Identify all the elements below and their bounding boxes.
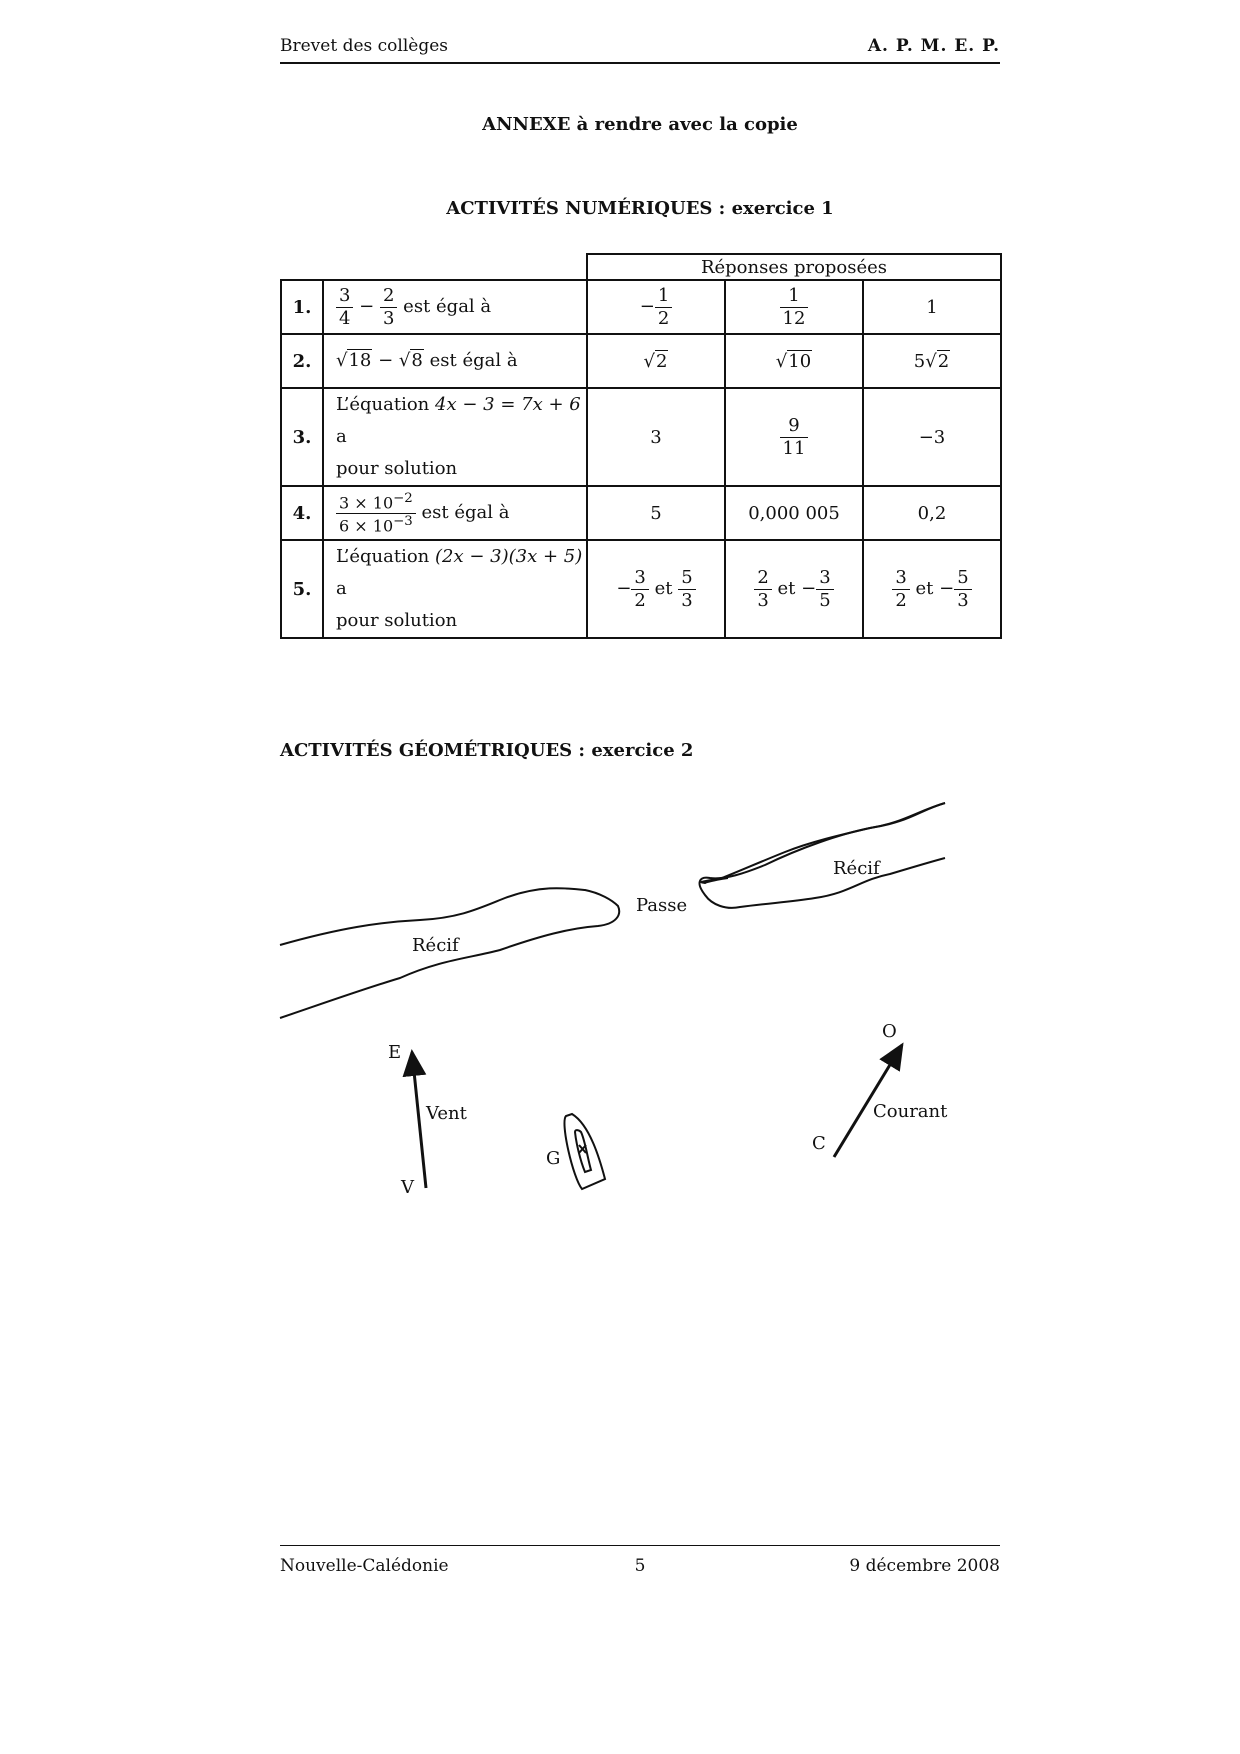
row-number: 1. xyxy=(281,280,323,334)
header-left: Brevet des collèges xyxy=(280,36,449,56)
answer-cell: − $\frac{3}{2}$ et $\frac{5}{3}$ xyxy=(587,540,725,638)
label-courant: Courant xyxy=(873,1101,948,1122)
label-recif-right: Récif xyxy=(833,858,880,879)
annex-title: ANNEXE à rendre avec la copie xyxy=(482,114,798,135)
answer-cell: $\frac{3}{2}$ et − $\frac{5}{3}$ xyxy=(863,540,1001,638)
header-right: A. P. M. E. P. xyxy=(867,36,1000,56)
question-cell: $\frac{3 \times 10^{-2}}{6 \times 10^{-3}}$ est égal à xyxy=(323,486,587,540)
right-reef-outline xyxy=(701,803,945,883)
answer-cell: $\frac{9}{11}$ xyxy=(725,388,863,486)
question-cell: √18 − √8 est égal à xyxy=(323,334,587,388)
answer-cell: √2 xyxy=(587,334,725,388)
label-E: E xyxy=(388,1042,402,1063)
footer-left: Nouvelle-Calédonie xyxy=(280,1556,449,1576)
section1-title: ACTIVITÉS NUMÉRIQUES : exercice 1 xyxy=(446,198,834,219)
label-G: G xyxy=(546,1148,561,1169)
label-C: C xyxy=(812,1133,826,1154)
row-number: 3. xyxy=(281,388,323,486)
answer-cell: 0,000 005 xyxy=(725,486,863,540)
footer-date: 9 décembre 2008 xyxy=(849,1556,1000,1576)
label-recif-left: Récif xyxy=(412,935,459,956)
table-header: Réponses proposées xyxy=(587,254,1001,280)
row-number: 5. xyxy=(281,540,323,638)
answer-cell: −3 xyxy=(863,388,1001,486)
section2-title: ACTIVITÉS GÉOMÉTRIQUES : exercice 2 xyxy=(280,740,694,761)
row-number: 2. xyxy=(281,334,323,388)
label-V: V xyxy=(401,1177,414,1198)
answer-cell: √10 xyxy=(725,334,863,388)
answer-cell: − $\frac{1}{2}$ xyxy=(587,280,725,334)
row-number: 4. xyxy=(281,486,323,540)
fraction: $\frac{2}{3}$ xyxy=(380,285,397,329)
page-footer xyxy=(280,1545,1000,1576)
question-cell: $\frac{3}{4}$ − $\frac{2}{3}$ est égal à xyxy=(323,280,587,334)
answer-cell: $\frac{1}{12}$ xyxy=(725,280,863,334)
question-cell: L’équation (2x − 3)(3x + 5) a pour solution xyxy=(323,540,587,638)
fraction: $\frac{3}{4}$ xyxy=(336,285,353,329)
fraction: $\frac{3 \times 10^{-2}}{6 \times 10^{-3}}$ xyxy=(336,491,416,535)
page-number: 5 xyxy=(634,1556,646,1576)
answer-cell: 5 xyxy=(587,486,725,540)
answer-cell: 0,2 xyxy=(863,486,1001,540)
label-passe: Passe xyxy=(636,895,688,916)
question-cell: L’équation 4x − 3 = 7x + 6 a pour solution xyxy=(323,388,587,486)
answer-cell: 5√2 xyxy=(863,334,1001,388)
answer-cell: 3 xyxy=(587,388,725,486)
answer-cell: 1 xyxy=(863,280,1001,334)
answer-cell: $\frac{2}{3}$ et − $\frac{3}{5}$ xyxy=(725,540,863,638)
wind-vector xyxy=(412,1052,426,1188)
label-O: O xyxy=(882,1021,897,1042)
label-vent: Vent xyxy=(426,1103,467,1124)
